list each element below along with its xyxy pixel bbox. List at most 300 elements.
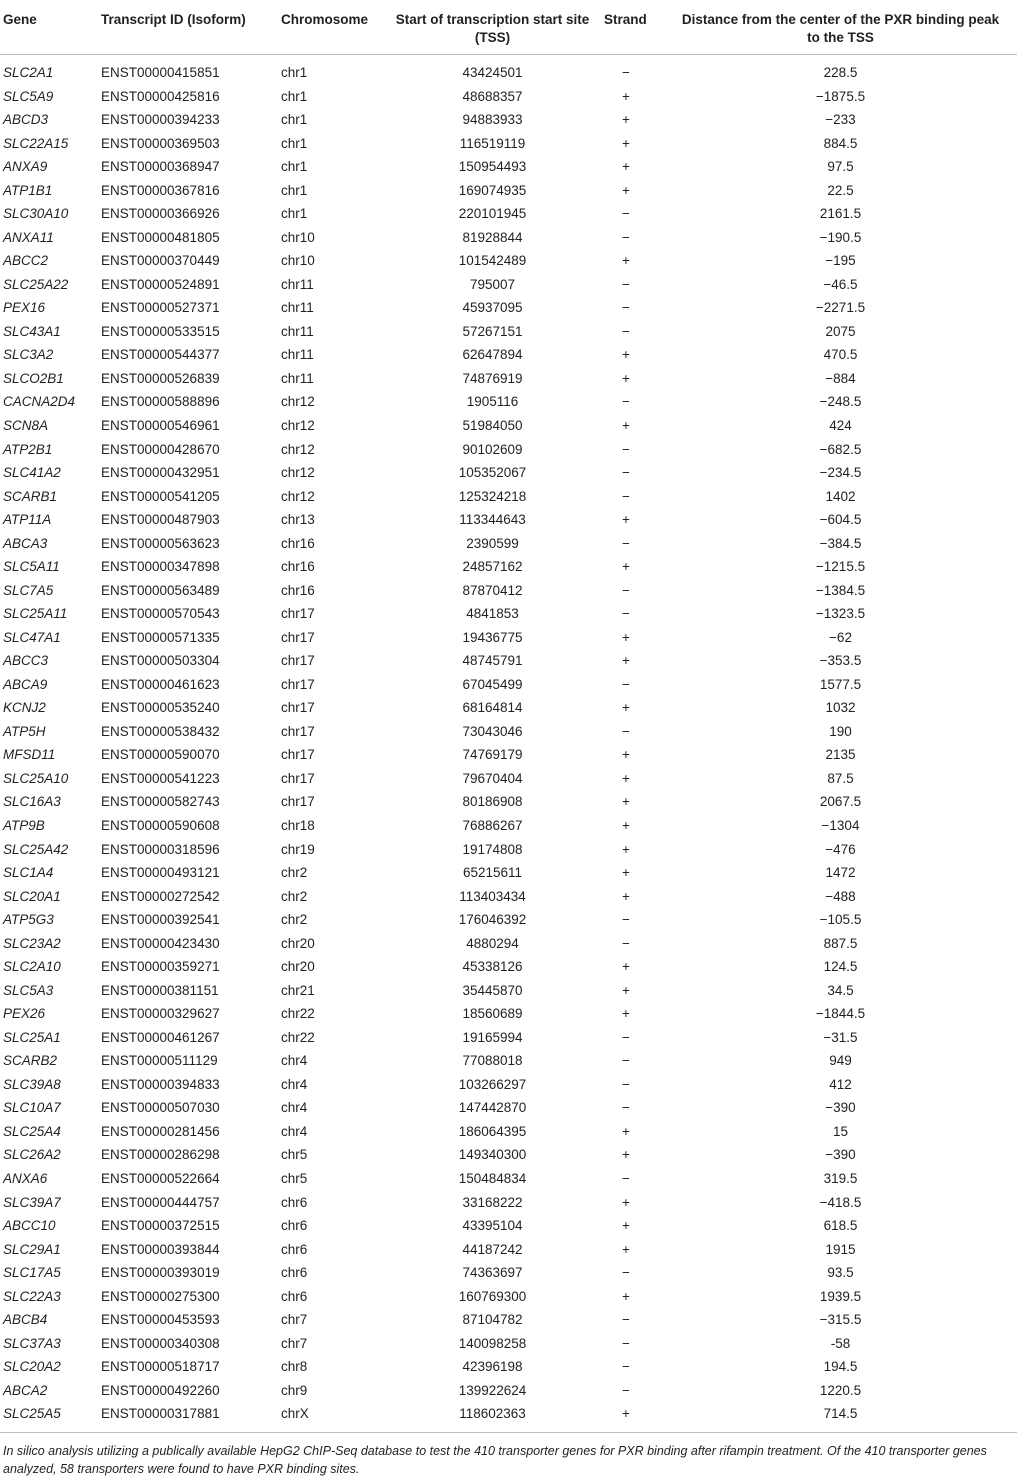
cell-distance: 190 <box>829 723 852 739</box>
cell-strand: + <box>622 559 630 575</box>
cell-chromosome: chr13 <box>281 512 315 528</box>
cell-chromosome: chr21 <box>281 982 315 998</box>
cell-distance: 887.5 <box>823 935 858 951</box>
cell-chromosome: chr16 <box>281 535 315 551</box>
cell-tss: 116519119 <box>459 135 526 151</box>
table-row <box>0 85 1017 109</box>
table-row <box>0 1285 1017 1309</box>
cell-chromosome: chr17 <box>281 606 315 622</box>
cell-strand: − <box>622 535 630 551</box>
table-row <box>0 108 1017 132</box>
cell-distance: −884 <box>825 370 856 386</box>
cell-tss: 45937095 <box>462 300 523 316</box>
cell-chromosome: chr8 <box>281 1359 308 1375</box>
cell-transcript: ENST00000492260 <box>101 1382 220 1398</box>
cell-chromosome: chr1 <box>281 65 308 80</box>
cell-chromosome: chr5 <box>281 1147 308 1163</box>
cell-gene: SLC25A22 <box>3 276 69 292</box>
cell-distance: −1215.5 <box>815 559 866 575</box>
cell-tss: 43395104 <box>462 1218 523 1234</box>
cell-distance: −1875.5 <box>815 88 866 104</box>
cell-gene: SLC2A10 <box>3 959 61 975</box>
cell-tss: 149340300 <box>458 1147 527 1163</box>
table-row <box>0 932 1017 956</box>
cell-tss: 74769179 <box>462 747 523 763</box>
table-row <box>0 720 1017 744</box>
table-row <box>0 155 1017 179</box>
cell-strand: + <box>622 512 630 528</box>
cell-gene: ATP5H <box>3 723 46 739</box>
cell-distance: −234.5 <box>819 465 862 481</box>
table-row <box>0 908 1017 932</box>
cell-strand: + <box>622 88 630 104</box>
cell-tss: 139922624 <box>458 1382 527 1398</box>
cell-transcript: ENST00000329627 <box>101 1006 220 1022</box>
cell-gene: ANXA9 <box>3 159 48 175</box>
cell-tss: 2390599 <box>466 535 519 551</box>
table-footnote: In silico analysis utilizing a publically available HepG2 ChIP-Seq database to test the 410 transporter genes for PXR binding after rifampin treatment. Of the 410 transporter genes analyzed, 58 transporters were found to have PXR binding sites. <box>3 1443 987 1476</box>
cell-gene: SLC22A15 <box>3 135 69 151</box>
cell-chromosome: chr17 <box>281 747 315 763</box>
cell-transcript: ENST00000369503 <box>101 135 220 151</box>
cell-tss: 87870412 <box>462 582 523 598</box>
cell-tss: 74876919 <box>462 370 523 386</box>
cell-distance: 714.5 <box>823 1406 858 1422</box>
cell-distance: −384.5 <box>819 535 862 551</box>
cell-tss: 18560689 <box>462 1006 523 1022</box>
cell-chromosome: chr2 <box>281 912 308 928</box>
cell-transcript: ENST00000546961 <box>101 417 220 433</box>
cell-chromosome: chr18 <box>281 818 315 833</box>
cell-transcript: ENST00000393019 <box>101 1265 220 1281</box>
cell-gene: SLC25A10 <box>3 770 69 786</box>
cell-distance: −1384.5 <box>815 582 866 598</box>
cell-strand: − <box>622 1359 630 1375</box>
cell-strand: − <box>622 606 630 622</box>
table-row <box>0 1402 1017 1432</box>
cell-transcript: ENST00000394833 <box>101 1076 220 1092</box>
cell-tss: 48688357 <box>462 88 523 104</box>
header-row <box>0 0 1017 55</box>
cell-chromosome: chr12 <box>281 417 315 433</box>
cell-chromosome: chr11 <box>281 370 314 386</box>
cell-gene: ABCA2 <box>3 1382 48 1398</box>
cell-strand: − <box>622 1076 630 1092</box>
header-distance: Distance from the center of the PXR binding peak to the TSS <box>681 12 1000 45</box>
cell-transcript: ENST00000541223 <box>101 770 220 786</box>
cell-strand: + <box>622 112 630 128</box>
cell-strand: + <box>622 1288 630 1304</box>
cell-gene: SLC7A5 <box>3 582 54 598</box>
cell-transcript: ENST00000444757 <box>101 1194 220 1210</box>
cell-chromosome: chr6 <box>281 1241 308 1257</box>
cell-strand: − <box>622 676 630 692</box>
cell-distance: −418.5 <box>819 1194 862 1210</box>
cell-strand: − <box>622 1382 630 1398</box>
cell-transcript: ENST00000511129 <box>101 1053 218 1069</box>
cell-distance: 1915 <box>825 1241 856 1257</box>
cell-strand: − <box>622 1335 630 1351</box>
cell-strand: + <box>622 959 630 975</box>
cell-distance: −1844.5 <box>815 1006 866 1022</box>
cell-gene: SLC25A42 <box>3 841 69 857</box>
table-row <box>0 438 1017 462</box>
cell-transcript: ENST00000394233 <box>101 112 220 128</box>
cell-chromosome: chr4 <box>281 1100 308 1116</box>
cell-strand: + <box>622 1123 630 1139</box>
table-row <box>0 343 1017 367</box>
cell-gene: SLC25A1 <box>3 1029 61 1045</box>
table-row <box>0 1355 1017 1379</box>
cell-chromosome: chr12 <box>281 465 315 481</box>
cell-tss: 33168222 <box>462 1194 523 1210</box>
table-row <box>0 649 1017 673</box>
cell-tss: 48745791 <box>462 653 523 669</box>
cell-strand: + <box>622 794 630 810</box>
cell-distance: −476 <box>825 841 856 857</box>
cell-chromosome: chr12 <box>281 394 315 410</box>
cell-distance: 97.5 <box>827 159 854 175</box>
cell-transcript: ENST00000487903 <box>101 512 220 528</box>
cell-chromosome: chr1 <box>281 135 308 151</box>
cell-tss: 76886267 <box>462 818 523 833</box>
cell-tss: 67045499 <box>462 676 523 692</box>
cell-distance: 1472 <box>825 865 856 881</box>
cell-distance: −62 <box>829 629 852 645</box>
cell-gene: SLC16A3 <box>3 794 61 810</box>
table-row <box>0 1026 1017 1050</box>
table-row <box>0 555 1017 579</box>
cell-distance: 470.5 <box>823 347 858 363</box>
cell-transcript: ENST00000533515 <box>101 323 220 339</box>
cell-gene: ATP1B1 <box>3 182 53 198</box>
cell-strand: + <box>622 159 630 175</box>
cell-distance: 87.5 <box>827 770 854 786</box>
cell-tss: 176046392 <box>458 912 527 928</box>
cell-gene: KCNJ2 <box>3 700 46 716</box>
cell-tss: 125324218 <box>458 488 527 504</box>
cell-gene: SLC1A4 <box>3 865 54 881</box>
cell-chromosome: chr1 <box>281 206 308 222</box>
cell-transcript: ENST00000381151 <box>101 982 219 998</box>
cell-transcript: ENST00000286298 <box>101 1147 220 1163</box>
cell-distance: −2271.5 <box>815 300 866 316</box>
cell-gene: SLC41A2 <box>3 465 61 481</box>
cell-transcript: ENST00000518717 <box>101 1359 220 1375</box>
cell-distance: −46.5 <box>823 276 858 292</box>
cell-chromosome: chr22 <box>281 1006 315 1022</box>
cell-gene: ATP5G3 <box>3 912 54 928</box>
table-row <box>0 814 1017 838</box>
table-row <box>0 202 1017 226</box>
table-row <box>0 132 1017 156</box>
cell-strand: + <box>622 182 630 198</box>
cell-tss: 118602363 <box>459 1406 526 1422</box>
table-row <box>0 579 1017 603</box>
cell-strand: − <box>622 206 630 222</box>
cell-gene: SCARB1 <box>3 488 58 504</box>
table-row <box>0 696 1017 720</box>
table-row <box>0 296 1017 320</box>
cell-transcript: ENST00000453593 <box>101 1312 220 1328</box>
cell-chromosome: chr1 <box>281 88 308 104</box>
table-row <box>0 55 1017 85</box>
cell-strand: + <box>622 1194 630 1210</box>
cell-chromosome: chr10 <box>281 229 315 245</box>
cell-strand: + <box>622 770 630 786</box>
header-transcript: Transcript ID (Isoform) <box>101 12 246 27</box>
cell-strand: − <box>622 912 630 928</box>
cell-tss: 44187242 <box>462 1241 523 1257</box>
cell-distance: 618.5 <box>823 1218 858 1234</box>
cell-gene: SLC20A2 <box>3 1359 61 1375</box>
table-row <box>0 1049 1017 1073</box>
cell-strand: + <box>622 700 630 716</box>
cell-tss: 150954493 <box>458 159 527 175</box>
cell-tss: 43424501 <box>462 65 523 80</box>
cell-strand: + <box>622 1147 630 1163</box>
cell-gene: SLC37A3 <box>3 1335 61 1351</box>
cell-distance: 1032 <box>825 700 856 716</box>
cell-transcript: ENST00000425816 <box>101 88 220 104</box>
cell-gene: MFSD11 <box>3 747 56 763</box>
cell-gene: SLC5A3 <box>3 982 54 998</box>
table-row <box>0 367 1017 391</box>
table-row <box>0 1261 1017 1285</box>
cell-tss: 80186908 <box>462 794 523 810</box>
cell-transcript: ENST00000275300 <box>101 1288 220 1304</box>
cell-chromosome: chr9 <box>281 1382 308 1398</box>
table-row <box>0 485 1017 509</box>
cell-chromosome: chr5 <box>281 1170 308 1186</box>
cell-gene: SLC3A2 <box>3 347 54 363</box>
cell-strand: + <box>622 888 630 904</box>
cell-transcript: ENST00000588896 <box>101 394 220 410</box>
cell-chromosome: chr16 <box>281 582 315 598</box>
header-gene: Gene <box>3 12 37 27</box>
cell-strand: − <box>622 1100 630 1116</box>
cell-gene: PEX16 <box>3 300 46 316</box>
cell-tss: 220101945 <box>458 206 527 222</box>
cell-tss: 147442870 <box>458 1100 527 1116</box>
table-row <box>0 767 1017 791</box>
cell-chromosome: chr1 <box>281 159 308 175</box>
cell-transcript: ENST00000541205 <box>101 488 220 504</box>
cell-chromosome: chr6 <box>281 1265 308 1281</box>
cell-transcript: ENST00000563623 <box>101 535 220 551</box>
table-row <box>0 602 1017 626</box>
cell-tss: 160769300 <box>458 1288 527 1304</box>
cell-chromosome: chr11 <box>281 323 314 339</box>
cell-tss: 94883933 <box>462 112 523 128</box>
cell-transcript: ENST00000563489 <box>101 582 220 598</box>
cell-chromosome: chr22 <box>281 1029 315 1045</box>
cell-distance: 124.5 <box>823 959 858 975</box>
cell-gene: SLC43A1 <box>3 323 61 339</box>
table-row <box>0 532 1017 556</box>
table-row <box>0 273 1017 297</box>
cell-transcript: ENST00000493121 <box>101 865 220 881</box>
cell-tss: 57267151 <box>462 323 523 339</box>
cell-gene: ANXA6 <box>3 1170 48 1186</box>
cell-tss: 87104782 <box>462 1312 523 1328</box>
table-row <box>0 1073 1017 1097</box>
table-row <box>0 979 1017 1003</box>
table-row <box>0 1214 1017 1238</box>
cell-tss: 79670404 <box>462 770 523 786</box>
cell-transcript: ENST00000317881 <box>101 1406 220 1422</box>
cell-gene: SLCO2B1 <box>3 370 64 386</box>
cell-strand: − <box>622 1170 630 1186</box>
cell-distance: −390 <box>825 1100 856 1116</box>
cell-transcript: ENST00000527371 <box>101 300 220 316</box>
cell-chromosome: chr7 <box>281 1335 308 1351</box>
cell-transcript: ENST00000415851 <box>101 65 220 80</box>
cell-tss: 169074935 <box>458 182 527 198</box>
cell-gene: SLC39A8 <box>3 1076 61 1092</box>
cell-strand: − <box>622 582 630 598</box>
cell-gene: SLC20A1 <box>3 888 61 904</box>
cell-transcript: ENST00000272542 <box>101 888 220 904</box>
cell-gene: ATP9B <box>3 818 45 833</box>
cell-chromosome: chr4 <box>281 1076 308 1092</box>
cell-distance: 93.5 <box>827 1265 854 1281</box>
cell-strand: − <box>622 300 630 316</box>
table-row <box>0 1238 1017 1262</box>
cell-tss: 19436775 <box>462 629 523 645</box>
cell-chromosome: chr6 <box>281 1194 308 1210</box>
table-row <box>0 861 1017 885</box>
cell-chromosome: chr2 <box>281 888 308 904</box>
table-row <box>0 249 1017 273</box>
cell-transcript: ENST00000535240 <box>101 700 220 716</box>
cell-distance: 1577.5 <box>819 676 862 692</box>
cell-gene: SLC5A11 <box>3 559 60 575</box>
cell-transcript: ENST00000368947 <box>101 159 220 175</box>
cell-tss: 4880294 <box>466 935 519 951</box>
cell-distance: −248.5 <box>819 394 862 410</box>
cell-tss: 150484834 <box>458 1170 527 1186</box>
cell-chromosome: chr17 <box>281 794 315 810</box>
cell-gene: SLC23A2 <box>3 935 61 951</box>
cell-strand: − <box>622 488 630 504</box>
cell-transcript: ENST00000544377 <box>101 347 220 363</box>
cell-gene: ABCC10 <box>3 1218 56 1234</box>
cell-chromosome: chr17 <box>281 653 315 669</box>
cell-transcript: ENST00000359271 <box>101 959 220 975</box>
cell-tss: 51984050 <box>462 417 523 433</box>
cell-distance: 412 <box>829 1076 852 1092</box>
cell-tss: 105352067 <box>458 465 527 481</box>
table-row <box>0 461 1017 485</box>
cell-gene: SLC25A4 <box>3 1123 61 1139</box>
cell-gene: SLC17A5 <box>3 1265 61 1281</box>
cell-distance: 1402 <box>825 488 856 504</box>
cell-chromosome: chr17 <box>281 723 315 739</box>
cell-distance: 424 <box>829 417 852 433</box>
cell-chromosome: chr11 <box>281 347 314 363</box>
cell-strand: + <box>622 653 630 669</box>
cell-gene: SCN8A <box>3 417 49 433</box>
cell-distance: 194.5 <box>823 1359 858 1375</box>
table-row <box>0 226 1017 250</box>
table-row <box>0 1191 1017 1215</box>
table-row <box>0 1308 1017 1332</box>
cell-tss: 77088018 <box>462 1053 523 1069</box>
cell-gene: SLC29A1 <box>3 1241 61 1257</box>
cell-strand: + <box>622 1406 630 1422</box>
cell-strand: − <box>622 1312 630 1328</box>
cell-distance: −604.5 <box>819 512 862 528</box>
cell-distance: −190.5 <box>819 229 862 245</box>
cell-transcript: ENST00000318596 <box>101 841 220 857</box>
cell-strand: − <box>622 465 630 481</box>
cell-chromosome: chr20 <box>281 935 315 951</box>
cell-transcript: ENST00000281456 <box>101 1123 220 1139</box>
cell-distance: −353.5 <box>819 653 862 669</box>
cell-transcript: ENST00000481805 <box>101 229 220 245</box>
cell-distance: 1220.5 <box>819 1382 862 1398</box>
cell-chromosome: chr11 <box>281 300 314 316</box>
cell-tss: 103266297 <box>458 1076 527 1092</box>
cell-distance: −682.5 <box>819 441 862 457</box>
cell-chromosome: chr17 <box>281 676 315 692</box>
cell-strand: + <box>622 818 630 833</box>
cell-strand: − <box>622 276 630 292</box>
table-row <box>0 390 1017 414</box>
cell-gene: SLC26A2 <box>3 1147 61 1163</box>
cell-tss: 73043046 <box>462 723 523 739</box>
cell-strand: − <box>622 394 630 410</box>
table-row <box>0 1167 1017 1191</box>
cell-strand: − <box>622 441 630 457</box>
cell-chromosome: chr19 <box>281 841 315 857</box>
cell-gene: CACNA2D4 <box>3 394 76 410</box>
table-body <box>0 55 1017 1433</box>
cell-strand: + <box>622 253 630 269</box>
cell-chromosome: chr12 <box>281 441 315 457</box>
cell-strand: − <box>622 1029 630 1045</box>
table-header <box>0 0 1017 55</box>
cell-tss: 113403434 <box>459 888 526 904</box>
table-row <box>0 743 1017 767</box>
table-row <box>0 1143 1017 1167</box>
cell-tss: 74363697 <box>462 1265 523 1281</box>
cell-gene: ABCC3 <box>3 653 49 669</box>
cell-transcript: ENST00000571335 <box>101 629 220 645</box>
cell-gene: SLC2A1 <box>3 65 54 80</box>
cell-strand: + <box>622 1006 630 1022</box>
cell-tss: 81928844 <box>462 229 523 245</box>
cell-distance: 319.5 <box>823 1170 858 1186</box>
cell-chromosome: chr10 <box>281 253 315 269</box>
table-row <box>0 955 1017 979</box>
cell-strand: + <box>622 417 630 433</box>
table-row <box>0 1096 1017 1120</box>
cell-tss: 24857162 <box>462 559 523 575</box>
cell-distance: −390 <box>825 1147 856 1163</box>
cell-gene: SLC47A1 <box>3 629 61 645</box>
cell-strand: + <box>622 1218 630 1234</box>
cell-gene: SLC25A5 <box>3 1406 61 1422</box>
cell-transcript: ENST00000340308 <box>101 1335 220 1351</box>
cell-distance: 34.5 <box>827 982 854 998</box>
cell-chromosome: chr1 <box>281 112 308 128</box>
cell-distance: −315.5 <box>819 1312 862 1328</box>
cell-gene: ABCA9 <box>3 676 48 692</box>
cell-transcript: ENST00000590070 <box>101 747 220 763</box>
cell-chromosome: chr4 <box>281 1053 308 1069</box>
